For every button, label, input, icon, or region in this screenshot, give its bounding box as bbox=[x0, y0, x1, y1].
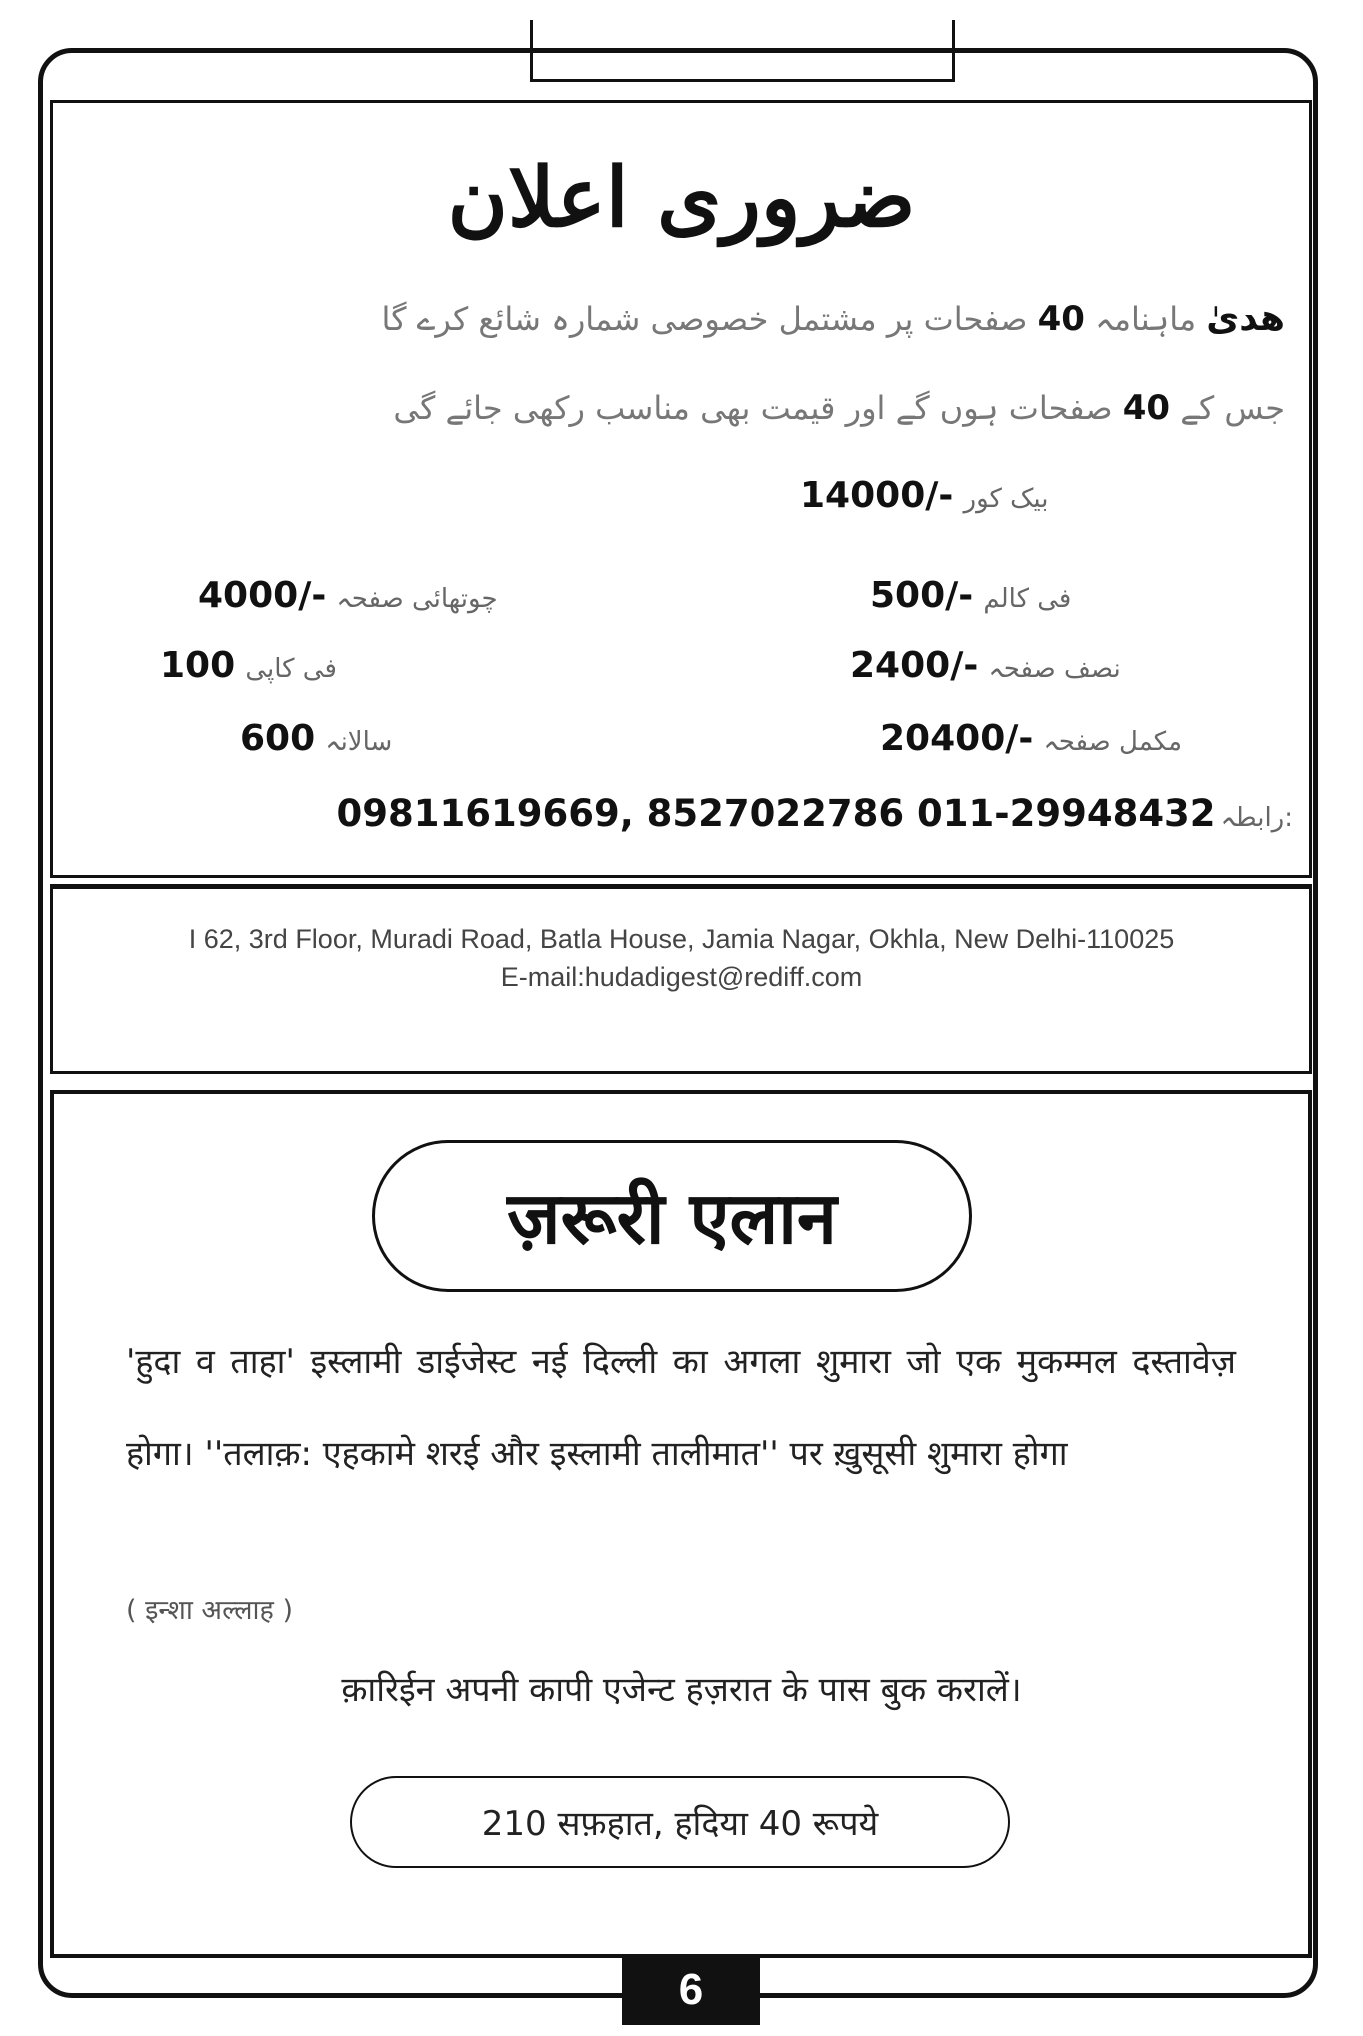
email-line: E-mail:hudadigest@rediff.com bbox=[500, 962, 863, 992]
pages-price-box bbox=[350, 1776, 1010, 1868]
price-value: 2400/- bbox=[850, 645, 979, 686]
price-row-left-1 bbox=[198, 575, 498, 616]
address-block bbox=[90, 920, 1273, 996]
page-number: 6 bbox=[622, 1955, 760, 2025]
hindi-note: ( इन्शा अल्लाह ) bbox=[126, 1595, 293, 1626]
hindi-title-box bbox=[372, 1140, 972, 1292]
pages-price-text: 210 सफ़हात, हदिया 40 रूपये bbox=[481, 1804, 879, 1844]
urdu-line-1-number: 40 bbox=[1037, 299, 1085, 339]
price-row-right-3 bbox=[880, 718, 1182, 759]
price-row-left-3 bbox=[240, 718, 392, 759]
price-row-right-2 bbox=[850, 645, 1121, 686]
urdu-keyword: ھدیٰ bbox=[1206, 298, 1285, 339]
price-label: فی کاپی bbox=[245, 654, 337, 684]
phone-values: 09811619669, 8527022786 011-29948432 bbox=[336, 792, 1216, 835]
phone-label: رابطہ: bbox=[1220, 803, 1293, 833]
address-line: I 62, 3rd Floor, Muradi Road, Batla House, Jamia Nagar, Okhla, New Delhi-110025 bbox=[188, 924, 1175, 954]
urdu-line-2-post: صفحات ہوں گے اور قیمت بھی مناسب رکھی جائے گی bbox=[393, 389, 1113, 427]
urdu-line-2-number: 40 bbox=[1122, 388, 1171, 428]
urdu-line-1 bbox=[381, 298, 1285, 339]
hindi-paragraph: 'हुदा व ताहा' इस्लामी डाईजेस्ट नई दिल्ली का अगला शुमारा जो एक मुकम्मल दस्तावेज़ होगा। ''तलाक़: एहकामे शरई और इस्लामी तालीमात'' पर ख़ुसूसी शुमारा होगा bbox=[126, 1342, 1236, 1474]
urdu-line-1-pre: ماہنامہ bbox=[1095, 300, 1197, 338]
price-value: 14000/- bbox=[800, 475, 954, 516]
urdu-line-2 bbox=[393, 388, 1285, 428]
price-label: چوتھائی صفحہ bbox=[336, 584, 498, 614]
phone-numbers bbox=[337, 792, 1293, 835]
price-label: فی کالم bbox=[983, 584, 1072, 614]
price-label: بیک کور bbox=[963, 484, 1049, 514]
price-row-right-1 bbox=[870, 575, 1071, 616]
price-label: مکمل صفحہ bbox=[1043, 727, 1183, 757]
price-value: 20400/- bbox=[880, 718, 1034, 759]
price-row-left-2 bbox=[160, 645, 337, 686]
price-value: 600 bbox=[240, 718, 316, 759]
hindi-title: ज़रूरी एलान bbox=[507, 1176, 837, 1260]
price-value: 500/- bbox=[870, 575, 974, 616]
price-row-back-cover bbox=[800, 475, 1049, 516]
hindi-readers-line: क़ारिईन अपनी कापी एजेन्ट हज़रात के पास बुक करालें। bbox=[341, 1670, 1022, 1710]
price-value: 4000/- bbox=[198, 575, 327, 616]
urdu-line-1-post: صفحات پر مشتمل خصوصی شمارہ شائع کرے گا bbox=[381, 300, 1028, 338]
price-label: سالانہ bbox=[325, 727, 393, 757]
urdu-line-2-pre: جس کے bbox=[1180, 389, 1285, 427]
price-label: نصف صفحہ bbox=[988, 654, 1121, 684]
urdu-title: ضروری اعلان bbox=[447, 150, 916, 246]
price-value: 100 bbox=[160, 645, 236, 686]
